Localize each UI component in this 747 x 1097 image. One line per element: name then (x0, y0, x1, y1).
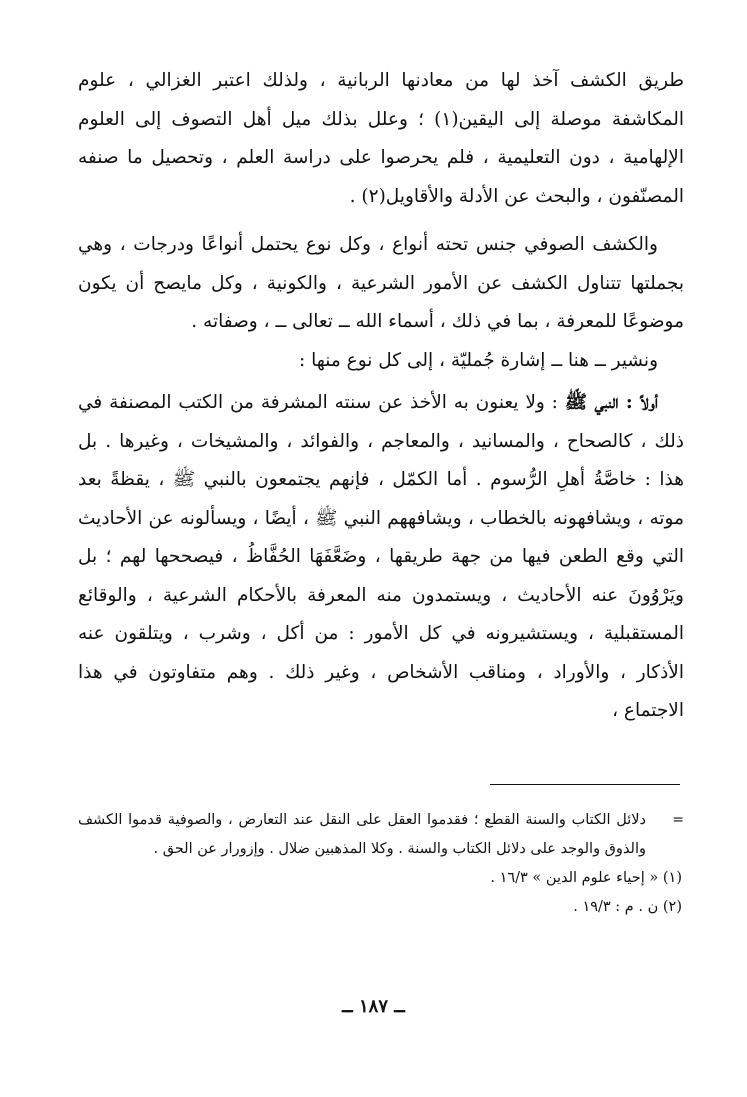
footnote-continuation: دلائل الكتاب والسنة القطع ؛ فقدموا العقل على النقل عند التعارض ، والصوفية قدموا الكشف والذوق والوجد على دلائل الكتاب والسنة . وكلا المذهبين ضلال . وإزورار عن الحق . (78, 812, 646, 857)
footnote-continuation-mark: = (672, 812, 684, 828)
paragraph-3: ونشير ــ هنا ــ إشارة جُمليّة ، إلى كل نوع منها : (299, 349, 658, 371)
main-text (78, 62, 684, 731)
page-number: ــ ١٨٧ ــ (342, 996, 405, 1017)
footnotes (78, 806, 684, 922)
paragraph-1: طريق الكشف آخذ لها من معادنها الربانية ، ولذلك اعتبر الغزالي ، علوم المكاشفة موصلة إلى اليقين(١) ؛ وعلل بذلك ميل أهل التصوف إلى العلوم الإلهامية ، دون التعليمية ، فلم يحرصوا على دراسة العلم ، وتحصيل ما صنفه المصنّفون ، والبحث عن الأدلة والأقاويل(٢) . (78, 70, 684, 207)
footnote-1: (١) « إحياء علوم الدين » ١٦/٣ . (490, 870, 682, 886)
paragraph-4 (78, 384, 684, 731)
paragraph-2: والكشف الصوفي جنس تحته أنواع ، وكل نوع يحتمل أنواعًا ودرجات ، وهي بجملتها تتناول الكشف عن الأمور الشرعية ، والكونية ، وكل مايصح أن يكون موضوعًا للمعرفة ، بما في ذلك ، أسماء الله ــ تعالى ــ ، وصفاته . (78, 234, 684, 332)
paragraph-4-text: : ولا يعنون به الأخذ عن سنته المشرفة من الكتب المصنفة في ذلك ، كالصحاح ، والمسانيد ، والمعاجم ، والفوائد ، والمشيخات ، وغيرها . بل هذا : خاصَّةُ أهلِ الرُّسوم . أما الكمّل ، فإنهم يجتمعون بالنبي ﷺ ، يقظةً بعد موته ، ويشافهونه بالخطاب ، ويشافههم النبي ﷺ ، أيضًا ، ويسألونه عن الأحاديث التي وقع الطعن فيها من جهة طريقها ، وضَعَّفَهَا الحُفَّاظُ ، فيصححها لهم ؛ بل ويَرْوُونَ عنه الأحاديث ، ويستمدون منه المعرفة بالأحكام الشرعية ، والوقائع المستقبلية ، ويستشيرونه في كل الأمور : من أكل ، وشرب ، ويتلقون عنه الأذكار ، والأوراد ، ومناقب الأشخاص ، وغير ذلك . وهم متفاوتون في هذا الاجتماع ، (78, 392, 684, 721)
footnote-separator (490, 784, 680, 785)
footnote-2: (٢) ن . م : ١٩/٣ . (573, 899, 682, 915)
paragraph-gap (78, 216, 684, 226)
section-heading-first: أولاً : النبي ﷺ (564, 392, 658, 413)
